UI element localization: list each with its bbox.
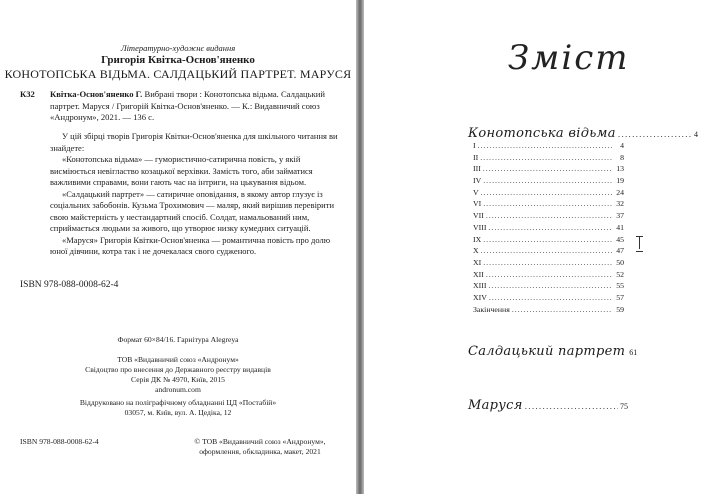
toc-chapter-row[interactable] <box>473 281 624 293</box>
toc-chapter-label: XIV <box>473 292 487 302</box>
leader-dots <box>512 305 612 314</box>
toc-chapter-page: 4 <box>620 141 624 150</box>
toc-chapter-label: XIII <box>473 281 487 291</box>
toc-chapter-row[interactable] <box>473 153 624 165</box>
toc-chapter-row[interactable] <box>473 270 624 282</box>
leader-dots <box>483 176 612 185</box>
printer-info <box>0 398 356 418</box>
toc-chapter-row[interactable] <box>473 293 624 305</box>
printer-line: 03057, м. Київ, вул. А. Цедіка, 12 <box>124 408 232 417</box>
leader-dots <box>480 153 612 162</box>
copyright <box>170 437 350 457</box>
leader-dots <box>483 235 612 244</box>
author-name: Григорія Квітка-Основ'яненко <box>101 54 255 66</box>
leader-dots <box>483 164 612 173</box>
toc-section-page: 75 <box>620 402 628 411</box>
toc-chapter-page: 45 <box>616 234 624 244</box>
catalog-description <box>50 89 342 124</box>
publisher-line: Свідоцтво про внесення до Державного реєстру видавців <box>85 365 271 374</box>
toc-chapter-page: 24 <box>616 187 624 197</box>
toc-chapter-row[interactable] <box>473 164 624 176</box>
toc-chapter-label: XII <box>473 269 484 279</box>
toc-chapter-page: 8 <box>620 152 624 162</box>
toc-section-title: Маруся <box>468 398 523 413</box>
leader-dots <box>478 141 612 150</box>
catalog-author: Квітка-Основ'яненко Г. <box>50 89 143 99</box>
leader-dots <box>489 293 612 302</box>
leader-dots <box>525 402 618 411</box>
toc-chapter-page: 59 <box>616 304 624 314</box>
leader-dots <box>488 281 612 290</box>
toc-chapter-page: 37 <box>616 211 624 221</box>
publisher-info <box>0 355 356 395</box>
toc-chapter-page: 50 <box>616 257 624 267</box>
toc-section[interactable] <box>468 344 638 359</box>
toc-chapter-row[interactable] <box>473 211 624 223</box>
toc-chapter-label: X <box>473 246 479 256</box>
annotation-paragraph: «Салдацький партрет» — сатиричне оповідання, в якому автор глузує із соціальних забобонів. Кузьма Трохимович — маляр, який вирішив перевірити свою майстерність у нестандартний спосіб. Солдат, намальований ним, сприймається людьми за живого, що утворює низку кумедних ситуацій. <box>50 188 334 233</box>
leader-dots <box>483 199 612 208</box>
toc-chapter-label: III <box>473 164 481 174</box>
toc-chapter-row[interactable] <box>473 258 624 270</box>
annotation <box>50 131 344 258</box>
leader-dots <box>481 188 612 197</box>
publisher-line: Серія ДК № 4970, Київ, 2015 <box>131 375 225 384</box>
toc-chapter-label: VII <box>473 211 484 221</box>
toc-chapter-page: 52 <box>616 269 624 279</box>
leader-dots <box>486 211 612 220</box>
toc-chapter-page: 57 <box>616 292 624 302</box>
toc-chapter-label: II <box>473 152 479 162</box>
isbn: ISBN 978-088-0008-62-4 <box>20 280 119 290</box>
text-cursor-icon <box>636 236 643 250</box>
toc-section[interactable] <box>468 398 628 413</box>
isbn-bottom: ISBN 978-088-0008-62-4 <box>20 437 99 446</box>
toc-chapter-row[interactable] <box>473 305 624 317</box>
contents-heading: Зміст <box>508 38 630 78</box>
toc-chapter-row[interactable] <box>473 246 624 258</box>
toc-chapter-row[interactable] <box>473 199 624 211</box>
toc-chapter-row[interactable] <box>473 223 624 235</box>
toc-chapter-label: I <box>473 141 476 150</box>
annotation-paragraph: «Конотопська відьма» — гумористично-сатирична повість, у якій висміюється невігластво козацької верхівки. Замість того, аби займатися важливими справами, вони гають час на інтриги, на цькування відьом. <box>50 154 313 187</box>
publisher-line: andronum.com <box>155 385 201 394</box>
toc-section-title: Конотопська відьма <box>468 126 616 141</box>
genre-label: Літературно-художнє видання <box>120 43 236 53</box>
toc-chapter-page: 41 <box>616 222 624 232</box>
toc-chapter-row[interactable] <box>473 141 624 153</box>
copyright-line: © ТОВ «Видавничий союз «Андронум», <box>194 437 326 446</box>
annotation-paragraph: У цій збірці творів Григорія Квітки-Основ'яненка для шкільного читання ви знайдете: <box>50 131 338 153</box>
book-title: КОНОТОПСЬКА ВІДЬМА. САЛДАЦЬКИЙ ПАРТРЕТ. МАРУСЯ <box>4 67 352 81</box>
catalog-code: К32 <box>20 89 35 99</box>
toc-chapter-row[interactable] <box>473 235 624 247</box>
toc-chapter-page: 55 <box>616 281 624 291</box>
toc-chapter-row[interactable] <box>473 176 624 188</box>
catalog-text: Вибрані твори : Конотопська відьма. Салдацький партрет. Маруся / Григорій Квітка-Основ'яненко. — К.: Видавничий союз «Андронум», 2021. — 136 с. <box>50 89 325 122</box>
leader-dots <box>481 246 612 255</box>
leader-dots <box>486 270 612 279</box>
toc-section-page: 4 <box>694 130 698 139</box>
leader-dots <box>483 258 612 267</box>
toc-chapter-page: 32 <box>616 199 624 209</box>
printer-line: Віддруковано на поліграфічному обладнанні ЦД «Постабій» <box>79 398 277 407</box>
toc-chapter-page: 47 <box>616 246 624 256</box>
annotation-paragraph: «Маруся» Григорія Квітки-Основ'яненка — романтична повість про долю юної дівчини, котра так і не дочекалася свого судженого. <box>50 234 331 256</box>
toc-chapter-label: IX <box>473 234 482 244</box>
left-page <box>0 0 356 494</box>
toc-chapter-page: 13 <box>616 164 624 174</box>
toc-chapter-row[interactable] <box>473 188 624 200</box>
toc-section[interactable] <box>468 126 698 141</box>
toc-chapter-list <box>473 141 624 316</box>
book-gutter <box>356 0 364 494</box>
leader-dots <box>618 130 692 139</box>
toc-chapter-label: VI <box>473 199 482 209</box>
toc-chapter-label: Закінчення <box>473 304 510 314</box>
toc-chapter-label: VIII <box>473 222 487 232</box>
toc-section-title: Салдацький партрет <box>468 344 626 359</box>
copyright-line: оформлення, обкладинка, макет, 2021 <box>199 447 321 456</box>
toc-chapter-page: 19 <box>616 176 624 186</box>
toc-chapter-label: XI <box>473 257 482 267</box>
format-line: Формат 60×84/16. Гарнітура Alegreya <box>117 335 239 344</box>
toc-chapter-label: V <box>473 187 479 197</box>
toc-chapter-label: IV <box>473 176 482 186</box>
leader-dots <box>488 223 612 232</box>
publisher-line: ТОВ «Видавничий союз «Андронум» <box>117 355 239 364</box>
right-page <box>364 0 720 494</box>
toc-section-page: 61 <box>629 348 638 357</box>
